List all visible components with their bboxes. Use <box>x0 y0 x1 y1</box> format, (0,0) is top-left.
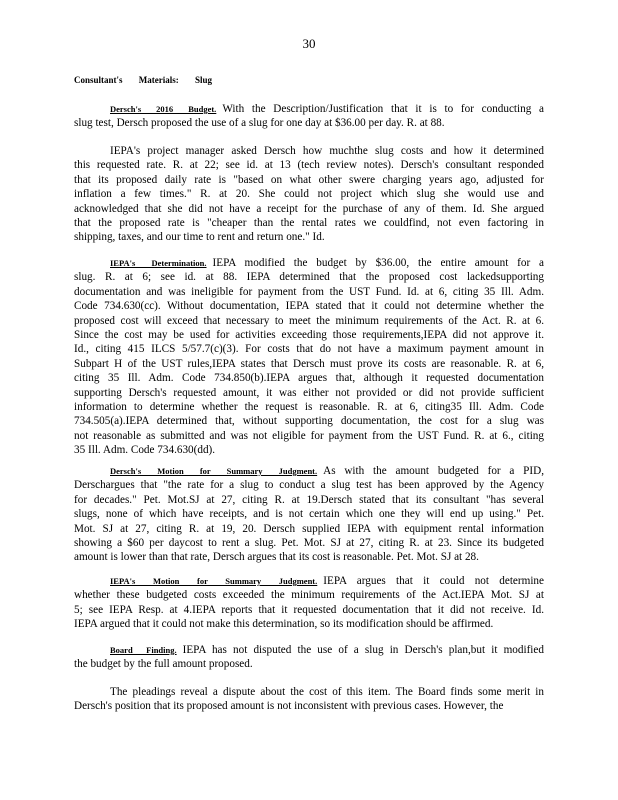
paragraph-line <box>74 187 544 201</box>
paragraph-line <box>74 522 544 536</box>
paragraph-line <box>74 603 544 617</box>
line-text: acknowledged that she did not have a receipt for the purchase of any of them. Id. She argued <box>74 202 544 215</box>
line-text: supporting Dersch's requested amount, it was either not provided or did not provide sufficient <box>74 386 544 399</box>
paragraph-line <box>74 507 544 521</box>
paragraph-line <box>74 102 544 116</box>
line-text: Code 734.630(cc). Without documentation, IEPA stated that it could not determine whether the <box>74 300 544 313</box>
paragraph-line <box>74 588 544 602</box>
paragraph <box>74 144 544 245</box>
paragraph-line <box>74 357 544 371</box>
line-text: 5; see IEPA Resp. at 4.IEPA reports that it requested documentation that it did not receive. Id. <box>74 603 544 616</box>
line-text: not reasonable as submitted and was not eligible for payment from the UST Fund. R. at 6., citing <box>74 429 544 442</box>
line-text: citing 35 Ill. Adm. Code 734.850(b).IEPA argues that, although it requested documentation <box>74 372 544 385</box>
line-text: amount is lower than that rate, Dersch argues that its cost is reasonable. Pet. Mot. SJ at 28. <box>74 551 479 564</box>
paragraph-line <box>74 216 544 230</box>
paragraph-heading: Board Finding. <box>110 645 177 655</box>
paragraph-line <box>74 443 544 457</box>
line-text: the budget by the full amount proposed. <box>74 658 253 671</box>
paragraph-line <box>74 202 544 216</box>
line-text: that its proposed daily rate is "based on what other swere charging years ago, adjusted for <box>74 173 544 186</box>
paragraph-line <box>74 230 544 244</box>
paragraph-heading: Dersch's 2016 Budget. <box>110 104 217 114</box>
line-text: 35 Ill. Adm. Code 734.630(dd). <box>74 444 216 457</box>
paragraph-line <box>74 386 544 400</box>
paragraph-line <box>74 400 544 414</box>
paragraph <box>74 685 544 714</box>
paragraph <box>74 464 544 565</box>
line-text: Dersch's position that its proposed amount is not inconsistent with previous cases. However, the <box>74 700 504 713</box>
line-text: Mot. SJ at 27, citing R. at 19, 20. Dersch supplied IEPA with equipment rental information <box>74 522 544 535</box>
line-text: that the proposed rate is "cheaper than the rental rates we couldfind, not even factoring in <box>74 217 544 230</box>
paragraph-line <box>74 685 544 699</box>
paragraph-line <box>74 116 544 130</box>
line-text: 734.505(a).IEPA determined that, without supporting documentation, the cost for a slug was <box>74 415 544 428</box>
paragraph-line <box>74 158 544 172</box>
paragraph-line <box>74 550 544 564</box>
line-text: The pleadings reveal a dispute about the cost of this item. The Board finds some merit in <box>110 686 544 698</box>
line-text: IEPA modified the budget by $36.00, the entire amount for a <box>212 257 544 269</box>
line-text: shipping, taxes, and our time to rent and return one." Id. <box>74 231 325 244</box>
paragraph-line <box>74 414 544 428</box>
paragraph-line <box>74 299 544 313</box>
line-text: for decades." Pet. Mot.SJ at 27, citing R. at 19.Dersch stated that its consultant "has several <box>74 493 544 506</box>
paragraph-line <box>74 657 544 671</box>
line-text: documentation and was ineligible for payment from the UST Fund. Id. at 6, citing 35 Ill. Adm. <box>74 285 544 298</box>
line-text: whether these budgeted costs exceeded the minimum requirements of the Act.IEPA Mot. SJ at <box>74 589 544 602</box>
paragraph-line <box>74 342 544 356</box>
line-text: this requested rate. R. at 22; see id. at 13 (tech review notes). Dersch's consultant responded <box>74 159 544 172</box>
section-heading: Consultant's Materials: Slug <box>74 75 213 85</box>
paragraph-line <box>74 144 544 158</box>
paragraph-line <box>74 314 544 328</box>
line-text: slugs, none of which have receipts, and is not certain which one they will end up using." Pet. <box>74 508 544 521</box>
line-text: As with the amount budgeted for a PID, <box>323 465 544 477</box>
paragraph-line <box>74 429 544 443</box>
paragraph-line <box>74 464 544 478</box>
line-text: Derschargues that "the rate for a slug to conduct a slug test has been approved by the Agency <box>74 479 544 492</box>
paragraph-line <box>74 699 544 713</box>
line-text: information to determine whether the request is reasonable. R. at 6, citing35 Ill. Adm. Code <box>74 401 544 414</box>
line-text: showing a $60 per daycost to rent a slug. Pet. Mot. SJ at 27, citing R. at 23. Since its budgeted <box>74 537 544 550</box>
paragraph-heading: IEPA's Motion for Summary Judgment. <box>110 576 318 586</box>
page-number: 30 <box>302 36 316 51</box>
paragraph <box>74 574 544 632</box>
line-text: IEPA argues that it could not determine <box>323 575 544 587</box>
paragraph <box>74 102 544 131</box>
paragraph-line <box>74 478 544 492</box>
line-text: IEPA argued that it could not make this determination, so its modification should be affirmed. <box>74 618 494 631</box>
line-text: slug. R. at 6; see id. at 88. IEPA determined that the proposed cost lackedsupporting <box>74 271 544 284</box>
line-text: proposed cost will exceed that necessary to meet the minimum requirements of the Act. R. at 6. <box>74 314 544 327</box>
paragraph-line <box>74 643 544 657</box>
paragraph <box>74 643 544 672</box>
paragraph <box>74 256 544 458</box>
line-text: IEPA has not disputed the use of a slug in Dersch's plan,but it modified <box>182 644 544 656</box>
paragraph-line <box>74 371 544 385</box>
paragraph-line <box>74 270 544 284</box>
line-text: Since the cost may be used for activities exceeding those requirements,IEPA did not approve it. <box>74 329 544 342</box>
paragraph-heading: IEPA's Determination. <box>110 258 207 268</box>
paragraph-line <box>74 493 544 507</box>
line-text: slug test, Dersch proposed the use of a slug for one day at $36.00 per day. R. at 88. <box>74 117 445 130</box>
paragraph-line <box>74 256 544 270</box>
paragraph-line <box>74 285 544 299</box>
line-text: Subpart H of the UST rules,IEPA states that Dersch must prove its costs are reasonable. R. at 6, <box>74 357 544 370</box>
line-text: Id., citing 415 ILCS 5/57.7(c)(3). For costs that do not have a maximum payment amount in <box>74 343 544 356</box>
line-text: inflation a few times." R. at 20. She could not project which slug she would use and <box>74 188 544 201</box>
line-text: IEPA's project manager asked Dersch how muchthe slug costs and how it determined <box>110 145 544 157</box>
paragraph-line <box>74 617 544 631</box>
line-text: With the Description/Justification that it is to for conducting a <box>222 103 544 115</box>
paragraph-heading: Dersch's Motion for Summary Judgment. <box>110 466 318 476</box>
paragraph-line <box>74 536 544 550</box>
paragraph-line <box>74 173 544 187</box>
paragraph-line <box>74 574 544 588</box>
paragraph-line <box>74 328 544 342</box>
